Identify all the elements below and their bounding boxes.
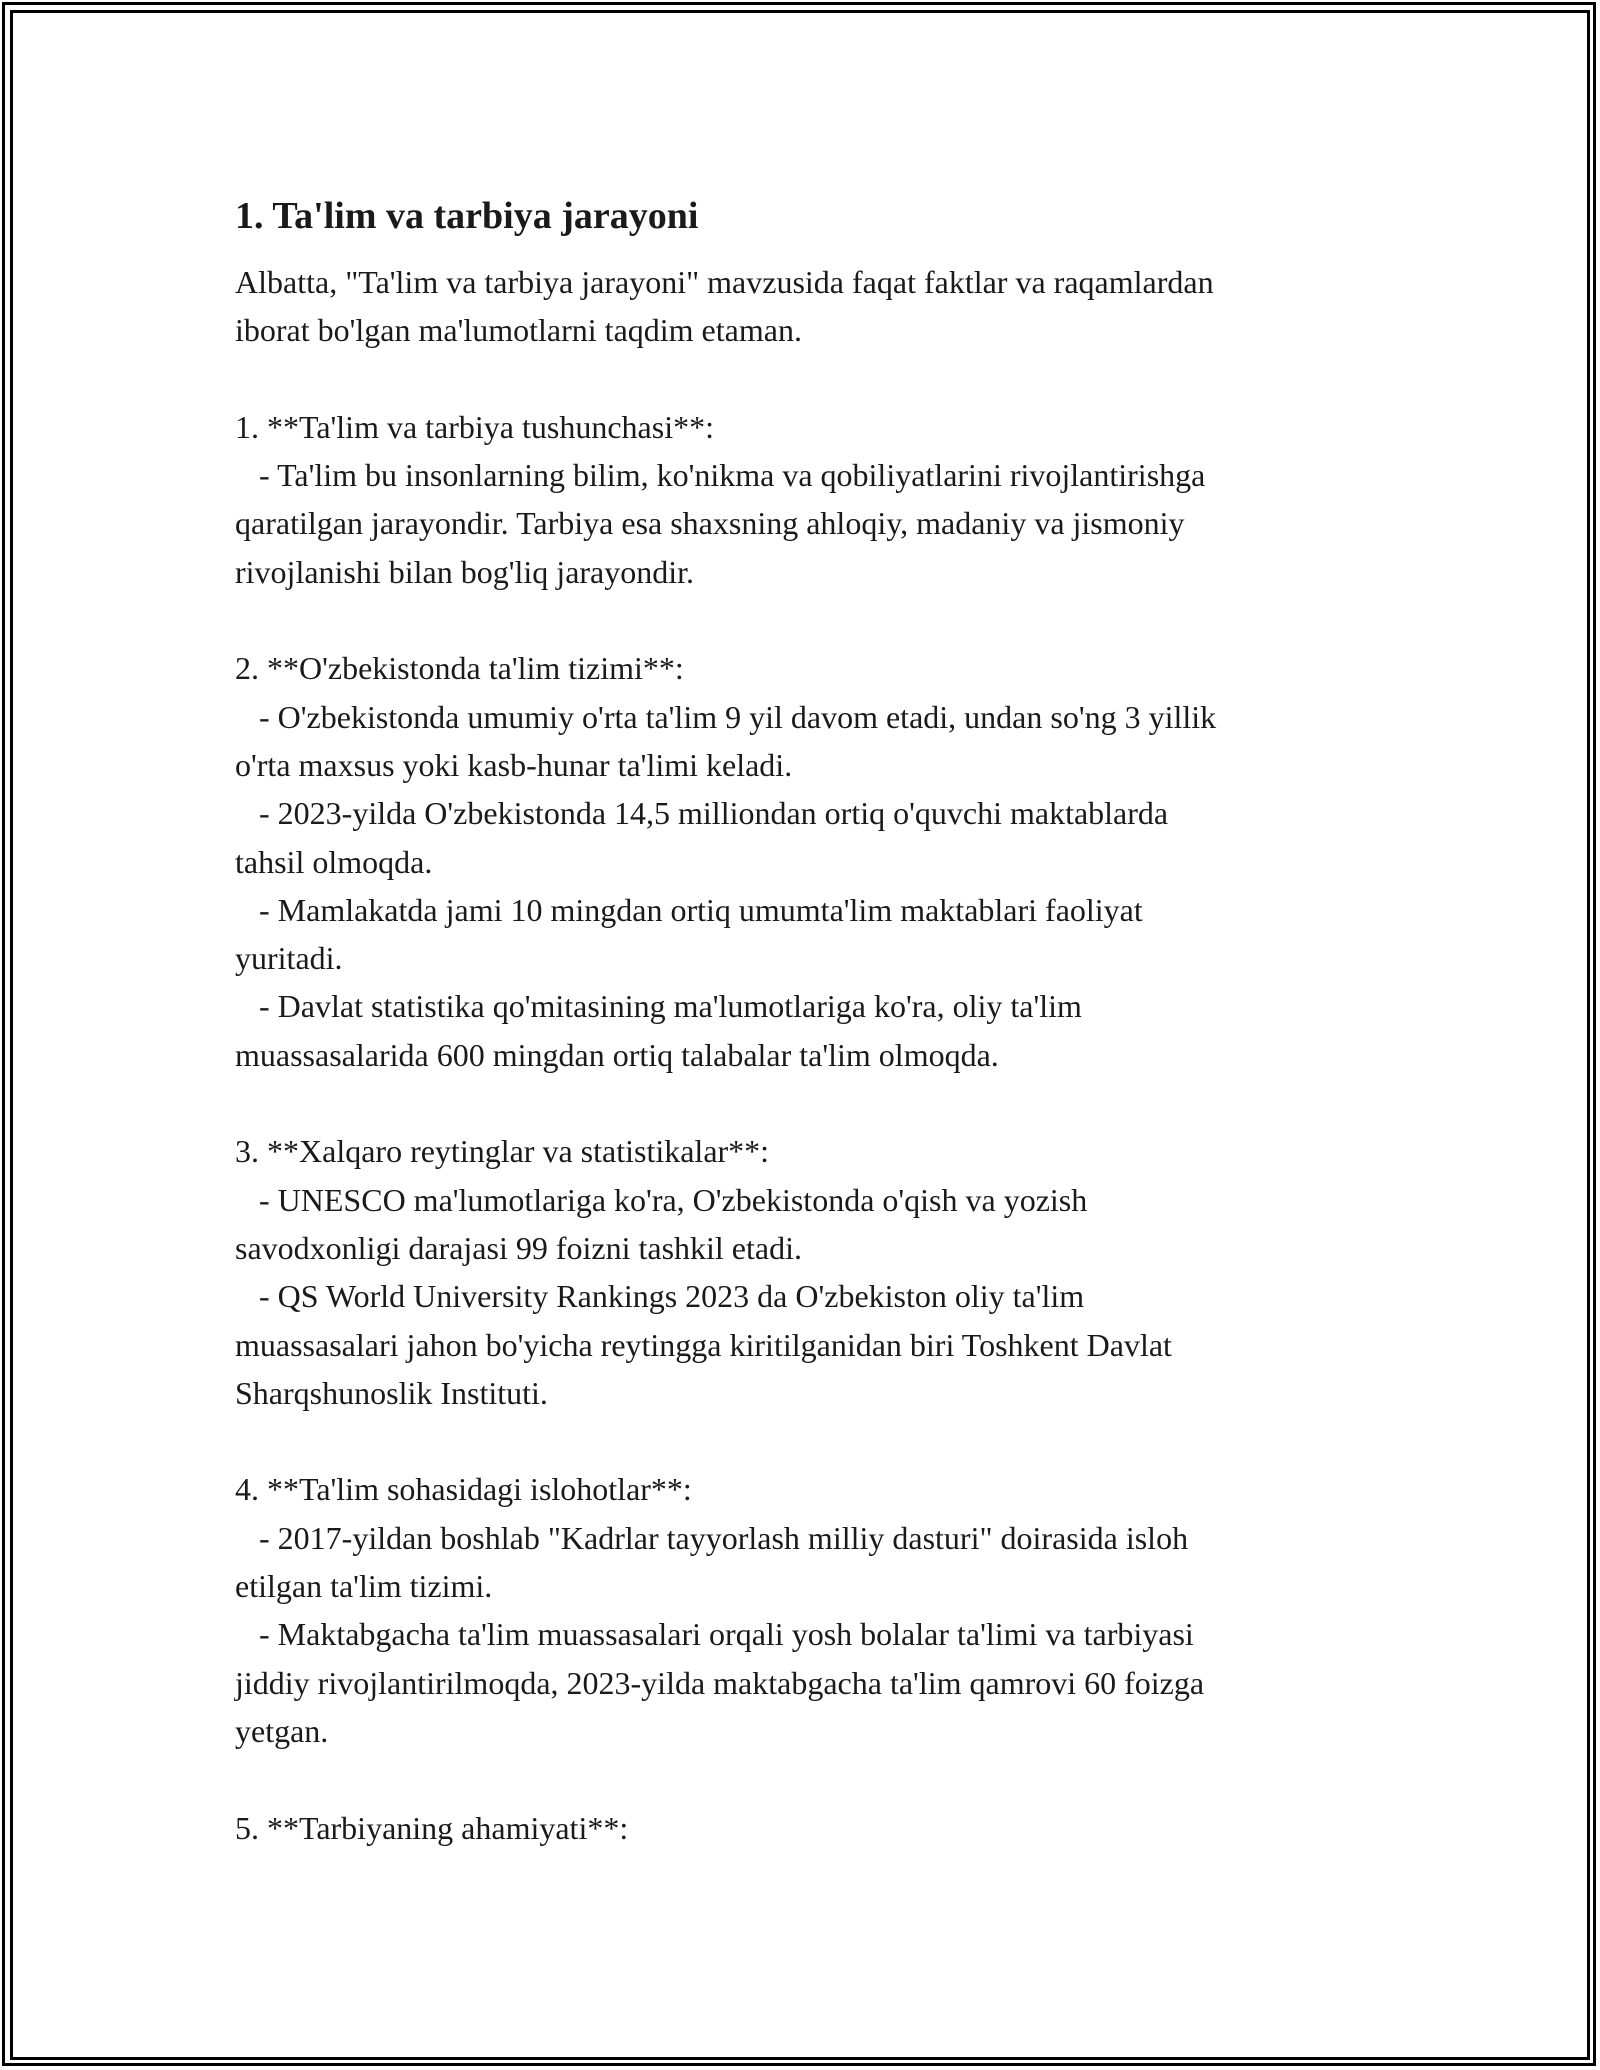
document-content (235, 188, 1385, 1852)
document-body: Albatta, "Ta'lim va tarbiya jarayoni" mavzusida faqat faktlar va raqamlardan iborat bo'lgan ma'lumotlarni taqdim etaman. 1. **Ta'lim va tarbiya tushunchasi**: - Ta'lim bu insonlarning bilim, ko'nikma va qobiliyatlarini rivojlantirishga qaratilgan jarayondir. Tarbiya esa shaxsning ahloqiy, madaniy va jismoniy rivojlanishi bilan bog'liq jarayondir. 2. **O'zbekistonda ta'lim tizimi**: - O'zbekistonda umumiy o'rta ta'lim 9 yil davom etadi, undan so'ng 3 yillik o'rta maxsus yoki kasb-hunar ta'limi keladi. - 2023-yilda O'zbekistonda 14,5 milliondan ortiq o'quvchi maktablarda tahsil olmoqda. - Mamlakatda jami 10 mingdan ortiq umumta'lim maktablari faoliyat yuritadi. - Davlat statistika qo'mitasining ma'lumotlariga ko'ra, oliy ta'lim muassasalarida 600 mingdan ortiq talabalar ta'lim olmoqda. 3. **Xalqaro reytinglar va statistikalar**: - UNESCO ma'lumotlariga ko'ra, O'zbekistonda o'qish va yozish savodxonligi darajasi 99 foizni tashkil etadi. - QS World University Rankings 2023 da O'zbekiston oliy ta'lim muassasalari jahon bo'yicha reytingga kiritilganidan biri Toshkent Davlat Sharqshunoslik Instituti. 4. **Ta'lim sohasidagi islohotlar**: - 2017-yildan boshlab "Kadrlar tayyorlash milliy dasturi" doirasida isloh etilgan ta'lim tizimi. - Maktabgacha ta'lim muassasalari orqali yosh bolalar ta'limi va tarbiyasi jiddiy rivojlantirilmoqda, 2023-yilda maktabgacha ta'lim qamrovi 60 foizga yetgan. 5. **Tarbiyaning ahamiyati**: (235, 264, 1217, 1846)
document-title: 1. Ta'lim va tarbiya jarayoni (235, 195, 699, 237)
